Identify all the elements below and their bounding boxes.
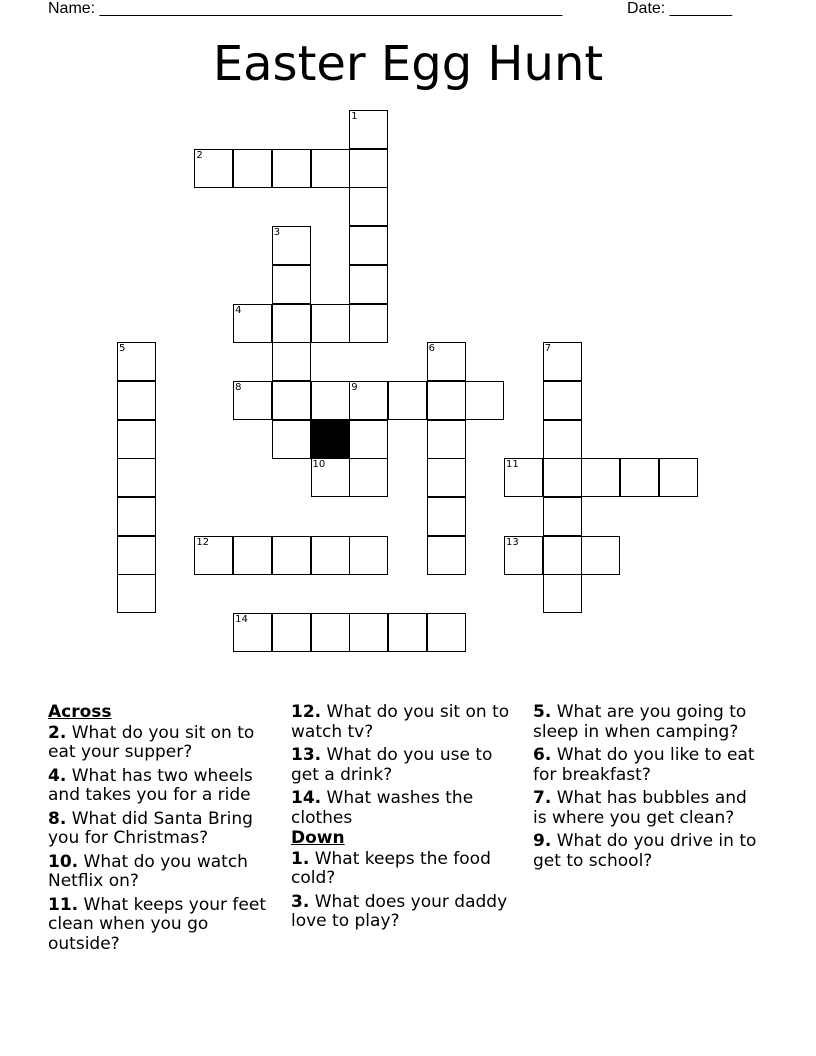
clue-across-8	[48, 810, 278, 849]
crossword-cell[interactable]	[427, 381, 466, 420]
clue-text: What do you sit on to eat your supper?	[48, 722, 255, 762]
crossword-cell[interactable]	[620, 458, 659, 497]
clue-text: What does your daddy love to play?	[291, 891, 508, 931]
crossword-cell[interactable]	[311, 381, 350, 420]
crossword-cell[interactable]	[272, 226, 311, 265]
cell-number: 12	[196, 536, 210, 548]
clue-down-7	[533, 789, 763, 828]
crossword-cell[interactable]	[349, 381, 388, 420]
clue-down-1	[291, 850, 516, 889]
clues-column-2	[291, 703, 516, 936]
clue-number: 10.	[48, 851, 79, 872]
clue-number: 6.	[533, 745, 552, 765]
cell-number: 5	[119, 343, 126, 355]
crossword-cell[interactable]	[194, 536, 233, 575]
crossword-cell[interactable]	[543, 420, 582, 459]
crossword-cell[interactable]	[349, 187, 388, 226]
crossword-cell[interactable]	[504, 536, 543, 575]
crossword-cell[interactable]	[388, 381, 427, 420]
cell-number: 10	[312, 459, 326, 471]
crossword-cell[interactable]	[349, 110, 388, 149]
clue-number: 11.	[48, 894, 79, 915]
crossword-cell[interactable]	[543, 536, 582, 575]
clue-text: What did Santa Bring you for Christmas?	[48, 808, 253, 848]
crossword-cell[interactable]	[117, 458, 156, 497]
clue-text: What keeps the food cold?	[291, 848, 491, 888]
clue-across-13	[291, 746, 516, 785]
crossword-cell[interactable]	[427, 458, 466, 497]
crossword-cell[interactable]	[272, 536, 311, 575]
crossword-cell[interactable]	[543, 574, 582, 613]
crossword-block	[311, 420, 350, 459]
down-heading: Down	[291, 828, 345, 848]
clues-column-3	[533, 703, 763, 875]
crossword-cell[interactable]	[117, 497, 156, 536]
clue-text: What has bubbles and is where you get clean?	[533, 788, 747, 828]
clue-number: 1.	[291, 848, 310, 869]
crossword-cell[interactable]	[117, 342, 156, 381]
clue-number: 8.	[48, 808, 67, 829]
clue-down-6	[533, 746, 763, 785]
across-heading: Across	[48, 702, 112, 722]
crossword-cell[interactable]	[581, 458, 620, 497]
crossword-cell[interactable]	[349, 420, 388, 459]
clue-text: What keeps your feet clean when you go outside?	[48, 894, 267, 954]
crossword-cell[interactable]	[233, 381, 272, 420]
crossword-cell[interactable]	[311, 613, 350, 652]
crossword-cell[interactable]	[311, 458, 350, 497]
crossword-cell[interactable]	[349, 613, 388, 652]
crossword-cell[interactable]	[504, 458, 543, 497]
clue-number: 5.	[533, 702, 552, 722]
clue-number: 13.	[291, 745, 322, 765]
crossword-cell[interactable]	[272, 149, 311, 188]
clue-down-9	[533, 832, 763, 871]
cell-number: 4	[235, 304, 242, 316]
crossword-cell[interactable]	[427, 536, 466, 575]
crossword-cell[interactable]	[233, 149, 272, 188]
cell-number: 13	[506, 536, 519, 548]
crossword-cell[interactable]	[272, 342, 311, 381]
crossword-cell[interactable]	[272, 613, 311, 652]
clue-across-14	[291, 789, 516, 828]
clue-text: What do you drive in to get to school?	[533, 831, 757, 871]
crossword-cell[interactable]	[581, 536, 620, 575]
crossword-cell[interactable]	[272, 420, 311, 459]
clue-text: What do you use to get a drink?	[291, 745, 493, 785]
crossword-cell[interactable]	[117, 536, 156, 575]
clue-number: 7.	[533, 788, 552, 808]
clue-number: 2.	[48, 722, 67, 743]
clue-text: What do you sit on to watch tv?	[291, 702, 510, 742]
crossword-cell[interactable]	[311, 304, 350, 343]
clue-text: What do you like to eat for breakfast?	[533, 745, 755, 785]
page-title: Easter Egg Hunt	[212, 36, 604, 92]
clue-text: What has two wheels and takes you for a ride	[48, 765, 253, 805]
crossword-cell[interactable]	[311, 149, 350, 188]
crossword-cell[interactable]	[427, 420, 466, 459]
crossword-cell[interactable]	[349, 458, 388, 497]
crossword-cell[interactable]	[233, 613, 272, 652]
clue-across-2	[48, 724, 278, 763]
clue-text: What washes the clothes	[291, 788, 474, 828]
clue-across-12	[291, 703, 516, 742]
cell-number: 7	[544, 343, 552, 355]
clue-number: 12.	[291, 702, 322, 722]
date-field-label: Date: _______	[627, 0, 732, 17]
cell-number: 8	[235, 381, 242, 393]
crossword-cell[interactable]	[349, 304, 388, 343]
cell-number: 14	[235, 614, 248, 626]
clue-text: What are you going to sleep in when camping?	[533, 702, 747, 742]
crossword-cell[interactable]	[543, 342, 582, 381]
crossword-cell[interactable]	[349, 149, 388, 188]
crossword-cell[interactable]	[427, 497, 466, 536]
crossword-cell[interactable]	[117, 574, 156, 613]
clue-number: 3.	[291, 891, 310, 912]
crossword-cell[interactable]	[349, 265, 388, 304]
clue-across-4	[48, 767, 278, 806]
crossword-cell[interactable]	[311, 536, 350, 575]
cell-number: 11	[506, 459, 519, 471]
crossword-cell[interactable]	[233, 304, 272, 343]
clue-down-3	[291, 893, 516, 932]
crossword-cell[interactable]	[543, 497, 582, 536]
clue-across-11	[48, 896, 278, 955]
crossword-cell[interactable]	[427, 342, 466, 381]
cell-number: 6	[428, 343, 435, 355]
crossword-cell[interactable]	[272, 381, 311, 420]
crossword-cell[interactable]	[465, 381, 504, 420]
crossword-cell[interactable]	[272, 265, 311, 304]
crossword-cell[interactable]	[349, 536, 388, 575]
crossword-cell[interactable]	[233, 536, 272, 575]
crossword-cell[interactable]	[194, 149, 233, 188]
crossword-cell[interactable]	[117, 381, 156, 420]
cell-number: 9	[351, 381, 358, 393]
cell-number: 3	[273, 227, 281, 239]
clue-across-10	[48, 853, 278, 892]
crossword-cell[interactable]	[388, 613, 427, 652]
clue-number: 9.	[533, 831, 552, 851]
name-field-label: Name: ____________________________________________________	[48, 0, 563, 17]
crossword-cell[interactable]	[427, 613, 466, 652]
crossword-cell[interactable]	[117, 420, 156, 459]
crossword-cell[interactable]	[543, 458, 582, 497]
clue-number: 14.	[291, 788, 322, 808]
crossword-cell[interactable]	[272, 304, 311, 343]
crossword-cell[interactable]	[659, 458, 698, 497]
crossword-cell[interactable]	[349, 226, 388, 265]
cell-number: 2	[196, 149, 203, 161]
clues-column-1	[48, 703, 278, 958]
clue-down-5	[533, 703, 763, 742]
cell-number: 1	[351, 111, 358, 122]
crossword-cell[interactable]	[543, 381, 582, 420]
clue-number: 4.	[48, 765, 67, 786]
clue-text: What do you watch Netflix on?	[48, 851, 248, 891]
